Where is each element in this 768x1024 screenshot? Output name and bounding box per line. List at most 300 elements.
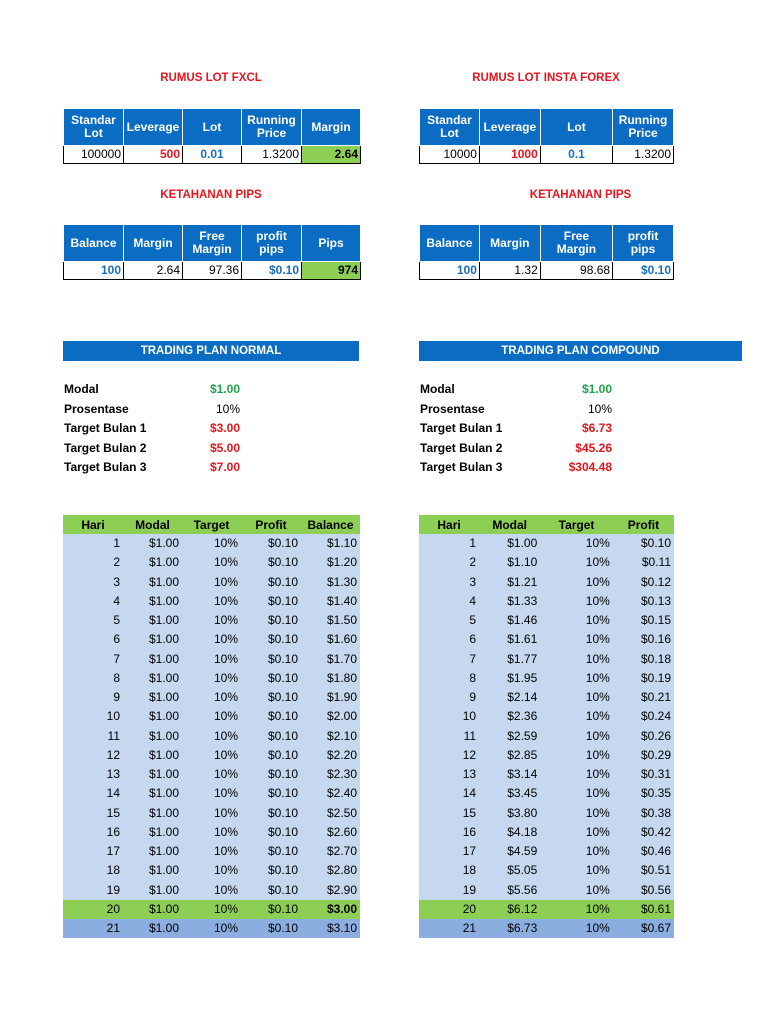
normal-cell-balance: $1.90	[301, 688, 360, 707]
normal-cell-target: 10%	[182, 823, 241, 842]
normal-cell-profit: $0.10	[241, 592, 301, 611]
fxcl-margin: 2.64	[302, 146, 361, 164]
normal-cell-modal: $1.00	[123, 553, 182, 572]
plan-normal-target2-row	[64, 439, 240, 459]
normal-cell-hari: 11	[63, 727, 123, 746]
plan-normal-prosentase-row	[64, 400, 240, 420]
table-row	[419, 727, 674, 746]
pips-left-table	[63, 224, 361, 280]
normal-cell-balance: $2.70	[301, 842, 360, 861]
compound-cell-target: 10%	[540, 534, 613, 553]
pips-left-balance: 100	[64, 262, 124, 280]
compound-cell-target: 10%	[540, 746, 613, 765]
table-row	[63, 804, 360, 823]
normal-cell-modal: $1.00	[123, 900, 182, 919]
pips-left-header-balance: Balance	[64, 225, 124, 262]
normal-cell-hari: 1	[63, 534, 123, 553]
compound-cell-target: 10%	[540, 727, 613, 746]
normal-cell-modal: $1.00	[123, 842, 182, 861]
compound-cell-target: 10%	[540, 669, 613, 688]
compound-cell-hari: 6	[419, 630, 479, 649]
fxcl-header-lot: Lot	[183, 109, 242, 146]
pips-right-free-margin: 98.68	[540, 262, 612, 280]
compound-cell-modal: $3.14	[479, 765, 540, 784]
compound-cell-hari: 2	[419, 553, 479, 572]
compound-cell-target: 10%	[540, 861, 613, 880]
compound-cell-hari: 17	[419, 842, 479, 861]
normal-cell-modal: $1.00	[123, 823, 182, 842]
normal-cell-modal: $1.00	[123, 688, 182, 707]
compound-cell-hari: 12	[419, 746, 479, 765]
normal-cell-profit: $0.10	[241, 553, 301, 572]
compound-cell-profit: $0.67	[613, 919, 674, 938]
normal-cell-balance: $2.00	[301, 707, 360, 726]
fxcl-leverage: 500	[124, 146, 183, 164]
normal-cell-target: 10%	[182, 746, 241, 765]
compound-cell-modal: $1.00	[479, 534, 540, 553]
normal-cell-modal: $1.00	[123, 727, 182, 746]
normal-cell-hari: 9	[63, 688, 123, 707]
compound-cell-profit: $0.42	[613, 823, 674, 842]
normal-cell-hari: 15	[63, 804, 123, 823]
compound-cell-hari: 11	[419, 727, 479, 746]
normal-cell-modal: $1.00	[123, 650, 182, 669]
fxcl-title: RUMUS LOT FXCL	[160, 72, 262, 84]
normal-header-hari: Hari	[63, 515, 123, 534]
plan-normal-target3-value: $7.00	[209, 460, 240, 474]
compound-cell-modal: $1.21	[479, 573, 540, 592]
compound-cell-target: 10%	[540, 823, 613, 842]
compound-cell-target: 10%	[540, 881, 613, 900]
normal-cell-target: 10%	[182, 765, 241, 784]
fxcl-standar-lot: 100000	[64, 146, 124, 164]
pips-left-title: KETAHANAN PIPS	[160, 189, 262, 201]
normal-cell-modal: $1.00	[123, 534, 182, 553]
table-row	[419, 707, 674, 726]
compound-cell-modal: $2.36	[479, 707, 540, 726]
normal-cell-modal: $1.00	[123, 765, 182, 784]
normal-cell-modal: $1.00	[123, 592, 182, 611]
normal-cell-hari: 17	[63, 842, 123, 861]
fxcl-lot-table	[63, 108, 361, 164]
normal-cell-balance: $1.70	[301, 650, 360, 669]
compound-cell-modal: $3.80	[479, 804, 540, 823]
compound-cell-hari: 1	[419, 534, 479, 553]
compound-header-modal: Modal	[479, 515, 540, 534]
normal-cell-profit: $0.10	[241, 630, 301, 649]
normal-cell-balance: $2.30	[301, 765, 360, 784]
compound-cell-modal: $6.12	[479, 900, 540, 919]
pips-right-header-profit-pips: profit pips	[613, 225, 674, 262]
normal-cell-modal: $1.00	[123, 784, 182, 803]
normal-cell-profit: $0.10	[241, 727, 301, 746]
normal-cell-modal: $1.00	[123, 861, 182, 880]
compound-cell-profit: $0.19	[613, 669, 674, 688]
normal-cell-profit: $0.10	[241, 861, 301, 880]
normal-cell-hari: 8	[63, 669, 123, 688]
normal-header-balance: Balance	[301, 515, 360, 534]
plan-compound-target3-row	[420, 458, 612, 478]
normal-cell-hari: 21	[63, 919, 123, 938]
plan-normal-modal-label: Modal	[64, 382, 99, 396]
normal-cell-hari: 20	[63, 900, 123, 919]
normal-cell-balance: $3.10	[301, 919, 360, 938]
normal-cell-hari: 4	[63, 592, 123, 611]
insta-title: RUMUS LOT INSTA FOREX	[472, 72, 620, 84]
normal-cell-hari: 14	[63, 784, 123, 803]
daily-table-compound	[419, 515, 674, 938]
plan-compound-target2-row	[420, 439, 612, 459]
plan-compound-target1-value: $6.73	[581, 421, 612, 435]
table-row	[419, 630, 674, 649]
plan-normal-target2-value: $5.00	[209, 440, 240, 455]
compound-cell-profit: $0.12	[613, 573, 674, 592]
normal-cell-balance: $2.40	[301, 784, 360, 803]
table-row	[63, 746, 360, 765]
plan-compound-target3-value: $304.48	[568, 460, 612, 474]
normal-cell-balance: $3.00	[301, 900, 360, 919]
normal-cell-profit: $0.10	[241, 746, 301, 765]
compound-cell-target: 10%	[540, 592, 613, 611]
normal-cell-hari: 19	[63, 881, 123, 900]
compound-cell-target: 10%	[540, 919, 613, 938]
plan-normal-target3-label: Target Bulan 3	[64, 460, 147, 474]
plan-normal-modal-value: $1.00	[209, 382, 240, 396]
plan-normal-target1-row	[64, 419, 240, 439]
table-row	[419, 669, 674, 688]
plan-normal-prosentase-value: 10%	[215, 401, 240, 416]
insta-header-running-price: Running Price	[613, 109, 674, 146]
insta-running-price: 1.3200	[613, 146, 674, 164]
normal-cell-target: 10%	[182, 630, 241, 649]
normal-cell-balance: $2.20	[301, 746, 360, 765]
pips-right-table	[419, 224, 674, 280]
table-row	[63, 727, 360, 746]
table-row	[419, 861, 674, 880]
table-row	[419, 650, 674, 669]
insta-header-standar-lot: Standar Lot	[420, 109, 480, 146]
compound-cell-modal: $4.59	[479, 842, 540, 861]
compound-cell-profit: $0.15	[613, 611, 674, 630]
normal-cell-modal: $1.00	[123, 630, 182, 649]
compound-cell-modal: $1.95	[479, 669, 540, 688]
pips-right-title: KETAHANAN PIPS	[529, 189, 632, 201]
compound-header-target: Target	[540, 515, 613, 534]
table-row	[63, 534, 360, 553]
normal-cell-target: 10%	[182, 688, 241, 707]
pips-left-pips: 974	[302, 262, 361, 280]
table-row	[63, 630, 360, 649]
normal-cell-profit: $0.10	[241, 919, 301, 938]
normal-cell-modal: $1.00	[123, 669, 182, 688]
table-row	[419, 534, 674, 553]
plan-normal-modal-row	[64, 380, 240, 400]
normal-cell-balance: $2.10	[301, 727, 360, 746]
compound-cell-target: 10%	[540, 804, 613, 823]
table-row	[419, 900, 674, 919]
normal-cell-balance: $2.80	[301, 861, 360, 880]
compound-cell-target: 10%	[540, 688, 613, 707]
compound-cell-modal: $1.46	[479, 611, 540, 630]
compound-cell-hari: 20	[419, 900, 479, 919]
compound-cell-target: 10%	[540, 765, 613, 784]
insta-leverage: 1000	[479, 146, 540, 164]
plan-normal-target1-label: Target Bulan 1	[64, 421, 147, 435]
table-row	[63, 592, 360, 611]
table-row	[63, 650, 360, 669]
normal-header-modal: Modal	[123, 515, 182, 534]
table-row	[419, 688, 674, 707]
normal-cell-balance: $1.30	[301, 573, 360, 592]
normal-cell-balance: $1.10	[301, 534, 360, 553]
normal-cell-modal: $1.00	[123, 919, 182, 938]
normal-cell-target: 10%	[182, 669, 241, 688]
pips-right-header-margin: Margin	[479, 225, 540, 262]
compound-cell-hari: 10	[419, 707, 479, 726]
normal-cell-modal: $1.00	[123, 611, 182, 630]
normal-cell-profit: $0.10	[241, 669, 301, 688]
compound-cell-target: 10%	[540, 553, 613, 572]
normal-cell-profit: $0.10	[241, 611, 301, 630]
normal-cell-profit: $0.10	[241, 688, 301, 707]
normal-cell-target: 10%	[182, 900, 241, 919]
compound-cell-target: 10%	[540, 784, 613, 803]
table-row	[63, 900, 360, 919]
compound-cell-hari: 21	[419, 919, 479, 938]
compound-cell-profit: $0.13	[613, 592, 674, 611]
compound-cell-target: 10%	[540, 707, 613, 726]
compound-cell-hari: 15	[419, 804, 479, 823]
pips-left-header-profit-pips: profit pips	[242, 225, 302, 262]
compound-cell-modal: $1.61	[479, 630, 540, 649]
compound-cell-profit: $0.24	[613, 707, 674, 726]
normal-cell-profit: $0.10	[241, 573, 301, 592]
table-row	[63, 573, 360, 592]
pips-right-margin: 1.32	[479, 262, 540, 280]
normal-cell-target: 10%	[182, 804, 241, 823]
plan-compound-modal-row	[420, 380, 612, 400]
table-row	[63, 765, 360, 784]
normal-cell-modal: $1.00	[123, 881, 182, 900]
normal-cell-target: 10%	[182, 881, 241, 900]
normal-cell-target: 10%	[182, 650, 241, 669]
table-row	[63, 784, 360, 803]
compound-cell-target: 10%	[540, 650, 613, 669]
normal-cell-modal: $1.00	[123, 746, 182, 765]
table-row	[419, 592, 674, 611]
plan-compound-target3-label: Target Bulan 3	[420, 460, 503, 474]
plan-compound-target1-row	[420, 419, 612, 439]
plan-normal-target3-row	[64, 458, 240, 478]
normal-cell-target: 10%	[182, 707, 241, 726]
plan-compound-prosentase-label: Prosentase	[420, 401, 485, 416]
plan-normal-target2-label: Target Bulan 2	[64, 440, 147, 455]
normal-cell-target: 10%	[182, 611, 241, 630]
compound-cell-modal: $6.73	[479, 919, 540, 938]
compound-cell-modal: $5.05	[479, 861, 540, 880]
compound-header-profit: Profit	[613, 515, 674, 534]
normal-cell-profit: $0.10	[241, 650, 301, 669]
compound-cell-modal: $2.85	[479, 746, 540, 765]
normal-cell-hari: 13	[63, 765, 123, 784]
normal-cell-target: 10%	[182, 842, 241, 861]
table-row	[419, 611, 674, 630]
insta-standar-lot: 10000	[420, 146, 480, 164]
table-row	[419, 804, 674, 823]
normal-cell-target: 10%	[182, 534, 241, 553]
plan-compound-target1-label: Target Bulan 1	[420, 421, 503, 435]
plan-compound-summary	[420, 380, 612, 478]
normal-cell-modal: $1.00	[123, 707, 182, 726]
table-row	[63, 861, 360, 880]
plan-compound-bar: TRADING PLAN COMPOUND	[419, 341, 742, 361]
normal-cell-balance: $1.20	[301, 553, 360, 572]
compound-cell-profit: $0.51	[613, 861, 674, 880]
normal-cell-profit: $0.10	[241, 900, 301, 919]
fxcl-header-running-price: Running Price	[242, 109, 302, 146]
compound-cell-profit: $0.29	[613, 746, 674, 765]
table-row	[419, 553, 674, 572]
normal-cell-profit: $0.10	[241, 804, 301, 823]
table-row	[419, 842, 674, 861]
normal-cell-hari: 3	[63, 573, 123, 592]
normal-cell-profit: $0.10	[241, 784, 301, 803]
plan-compound-modal-value: $1.00	[581, 382, 612, 396]
compound-cell-target: 10%	[540, 573, 613, 592]
pips-left-margin: 2.64	[124, 262, 183, 280]
compound-cell-target: 10%	[540, 900, 613, 919]
table-row	[419, 784, 674, 803]
normal-cell-balance: $2.60	[301, 823, 360, 842]
compound-cell-profit: $0.18	[613, 650, 674, 669]
normal-cell-hari: 10	[63, 707, 123, 726]
compound-cell-hari: 19	[419, 881, 479, 900]
compound-cell-modal: $2.59	[479, 727, 540, 746]
compound-cell-modal: $3.45	[479, 784, 540, 803]
compound-cell-target: 10%	[540, 611, 613, 630]
compound-cell-modal: $1.77	[479, 650, 540, 669]
table-row	[419, 765, 674, 784]
compound-cell-profit: $0.38	[613, 804, 674, 823]
compound-cell-hari: 13	[419, 765, 479, 784]
compound-cell-hari: 7	[419, 650, 479, 669]
plan-compound-target2-label: Target Bulan 2	[420, 440, 503, 455]
normal-cell-target: 10%	[182, 573, 241, 592]
plan-compound-modal-label: Modal	[420, 382, 455, 396]
fxcl-header-leverage: Leverage	[124, 109, 183, 146]
compound-cell-profit: $0.10	[613, 534, 674, 553]
insta-header-leverage: Leverage	[479, 109, 540, 146]
pips-right-profit-pips: $0.10	[613, 262, 674, 280]
compound-cell-modal: $1.33	[479, 592, 540, 611]
normal-cell-target: 10%	[182, 919, 241, 938]
compound-cell-modal: $4.18	[479, 823, 540, 842]
normal-cell-balance: $2.50	[301, 804, 360, 823]
normal-cell-balance: $2.90	[301, 881, 360, 900]
compound-cell-target: 10%	[540, 842, 613, 861]
compound-cell-target: 10%	[540, 630, 613, 649]
table-row	[419, 573, 674, 592]
compound-cell-profit: $0.21	[613, 688, 674, 707]
normal-cell-profit: $0.10	[241, 765, 301, 784]
normal-cell-target: 10%	[182, 553, 241, 572]
compound-header-hari: Hari	[419, 515, 479, 534]
compound-cell-hari: 5	[419, 611, 479, 630]
pips-left-header-margin: Margin	[124, 225, 183, 262]
compound-cell-hari: 4	[419, 592, 479, 611]
normal-cell-profit: $0.10	[241, 707, 301, 726]
compound-cell-hari: 3	[419, 573, 479, 592]
normal-header-target: Target	[182, 515, 241, 534]
fxcl-lot: 0.01	[183, 146, 242, 164]
normal-cell-profit: $0.10	[241, 823, 301, 842]
table-row	[63, 669, 360, 688]
normal-cell-hari: 18	[63, 861, 123, 880]
table-row	[63, 688, 360, 707]
pips-right-header-balance: Balance	[420, 225, 480, 262]
table-row	[63, 842, 360, 861]
fxcl-running-price: 1.3200	[242, 146, 302, 164]
normal-cell-modal: $1.00	[123, 804, 182, 823]
fxcl-header-margin: Margin	[302, 109, 361, 146]
normal-cell-modal: $1.00	[123, 573, 182, 592]
normal-cell-hari: 7	[63, 650, 123, 669]
compound-cell-modal: $5.56	[479, 881, 540, 900]
pips-left-header-free-margin: Free Margin	[183, 225, 242, 262]
normal-cell-target: 10%	[182, 861, 241, 880]
pips-left-profit-pips: $0.10	[242, 262, 302, 280]
table-row	[419, 823, 674, 842]
compound-cell-profit: $0.16	[613, 630, 674, 649]
normal-cell-hari: 5	[63, 611, 123, 630]
normal-cell-profit: $0.10	[241, 881, 301, 900]
compound-cell-hari: 16	[419, 823, 479, 842]
compound-cell-profit: $0.35	[613, 784, 674, 803]
insta-lot-table	[419, 108, 674, 164]
normal-cell-hari: 16	[63, 823, 123, 842]
normal-cell-hari: 6	[63, 630, 123, 649]
normal-cell-profit: $0.10	[241, 842, 301, 861]
normal-cell-hari: 12	[63, 746, 123, 765]
table-row	[63, 553, 360, 572]
compound-cell-profit: $0.31	[613, 765, 674, 784]
compound-cell-hari: 8	[419, 669, 479, 688]
normal-cell-target: 10%	[182, 784, 241, 803]
table-row	[63, 823, 360, 842]
fxcl-header-standar-lot: Standar Lot	[64, 109, 124, 146]
plan-normal-target1-value: $3.00	[209, 421, 240, 435]
compound-cell-hari: 9	[419, 688, 479, 707]
pips-right-header-free-margin: Free Margin	[540, 225, 612, 262]
compound-cell-modal: $2.14	[479, 688, 540, 707]
insta-lot: 0.1	[540, 146, 612, 164]
pips-left-header-pips: Pips	[302, 225, 361, 262]
plan-normal-prosentase-label: Prosentase	[64, 401, 129, 416]
compound-cell-hari: 14	[419, 784, 479, 803]
table-row	[63, 919, 360, 938]
compound-cell-profit: $0.56	[613, 881, 674, 900]
daily-table-normal	[63, 515, 360, 938]
normal-cell-balance: $1.80	[301, 669, 360, 688]
pips-left-free-margin: 97.36	[183, 262, 242, 280]
table-row	[419, 881, 674, 900]
normal-cell-target: 10%	[182, 727, 241, 746]
pips-right-balance: 100	[420, 262, 480, 280]
normal-header-profit: Profit	[241, 515, 301, 534]
plan-compound-target2-value: $45.26	[575, 440, 612, 455]
normal-cell-balance: $1.40	[301, 592, 360, 611]
normal-cell-target: 10%	[182, 592, 241, 611]
